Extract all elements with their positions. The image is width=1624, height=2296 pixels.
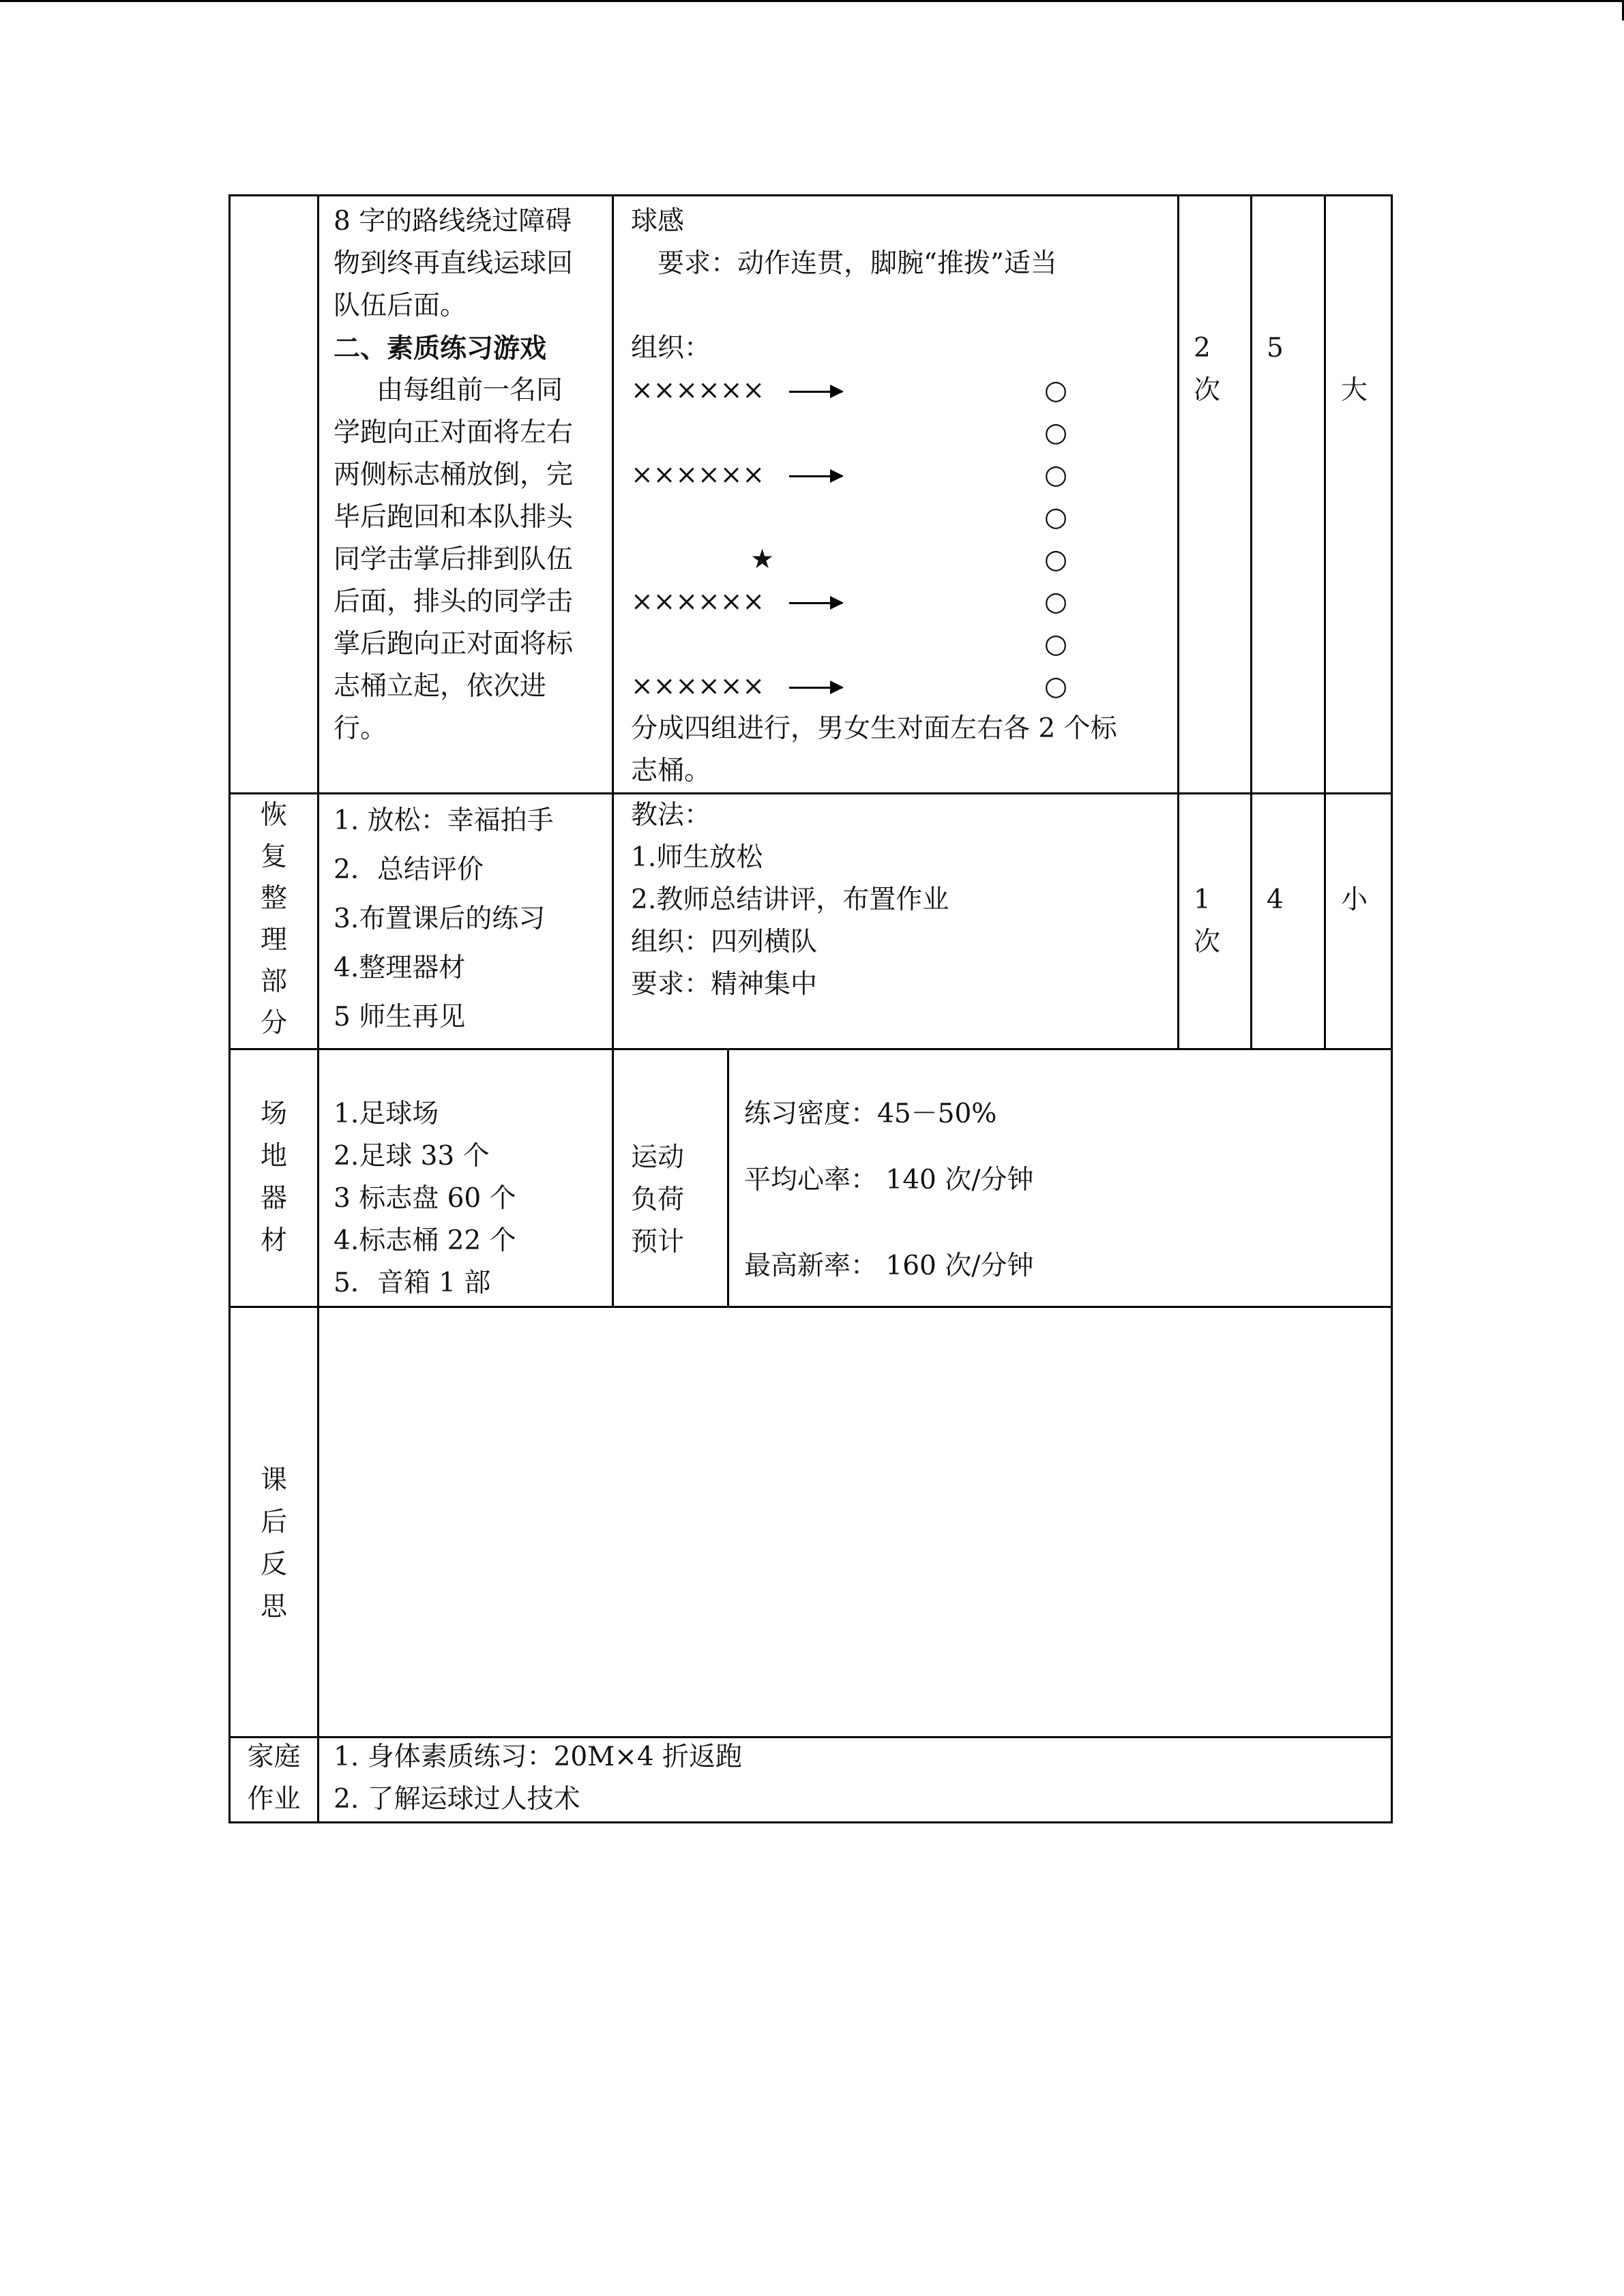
times-value: 1	[1194, 884, 1211, 915]
reflection-label-cell	[228, 1306, 319, 1738]
homework-content-cell	[317, 1736, 1393, 1823]
content-line: 8 字的路线绕过障碍	[334, 206, 572, 237]
average-heart-rate: 平均心率： 140 次/分钟	[744, 1165, 1034, 1195]
intensity-value: 大	[1341, 375, 1368, 406]
times-value: 2	[1194, 333, 1211, 363]
cross-row: ××××××	[631, 671, 765, 702]
arrow-icon	[789, 475, 842, 477]
cross-row: ××××××	[631, 460, 765, 490]
circle-mark: ○	[1044, 586, 1068, 617]
circle-mark: ○	[1044, 502, 1068, 533]
recovery-label-char: 分	[260, 1008, 287, 1039]
recovery-label-cell	[228, 792, 319, 1050]
recovery-method-line: 教法：	[631, 800, 711, 831]
game-text-line: 由每组前一名同	[377, 375, 563, 406]
row1-intensity-cell	[1324, 194, 1393, 794]
load-values-cell	[727, 1048, 1393, 1308]
org-note-line: 志桶。	[631, 756, 711, 786]
content-line: 队伍后面。	[334, 290, 467, 321]
recovery-item: 3.布置课后的练习	[334, 904, 546, 934]
row1-times-cell	[1177, 194, 1252, 794]
reflection-label-char: 思	[260, 1592, 287, 1622]
homework-label-cell	[228, 1736, 319, 1823]
method-line: 要求：动作连贯，脚腕“推拨”适当	[658, 248, 1057, 279]
homework-item: 1. 身体素质练习：20M×4 折返跑	[334, 1742, 743, 1772]
cross-row: ××××××	[631, 375, 765, 406]
row1-method-cell	[612, 194, 1179, 794]
recovery-item: 4.整理器材	[334, 953, 466, 983]
recovery-method-line: 要求：精神集中	[631, 969, 818, 1000]
recovery-times-cell	[1177, 792, 1252, 1050]
arrow-icon	[789, 687, 842, 689]
section-heading: 二、素质练习游戏	[334, 333, 547, 364]
cross-row: ××××××	[631, 586, 765, 617]
method-line: 球感	[631, 206, 685, 237]
game-text-line: 掌后跑向正对面将标	[334, 629, 574, 659]
reflection-label-char: 后	[260, 1507, 287, 1538]
recovery-method-line: 2.教师总结讲评，布置作业	[631, 884, 949, 915]
game-text-line: 两侧标志桶放倒，完	[334, 460, 574, 490]
game-text-line: 志桶立起，依次进	[334, 671, 547, 702]
org-note-line: 分成四组进行，男女生对面左右各 2 个标	[631, 713, 1117, 744]
equipment-item: 4.标志桶 22 个	[334, 1225, 516, 1256]
load-label-line: 负荷	[631, 1184, 685, 1215]
game-text-line: 毕后跑回和本队排头	[334, 502, 574, 533]
recovery-method-line: 1.师生放松	[631, 842, 763, 873]
row1-minutes-cell	[1250, 194, 1326, 794]
equipment-item: 1.足球场	[334, 1099, 439, 1129]
venue-label-char: 器	[260, 1183, 287, 1214]
content-line: 物到终再直线运球回	[334, 248, 574, 279]
recovery-label-char: 恢	[260, 800, 287, 831]
venue-items-cell	[317, 1048, 614, 1308]
minutes-value: 4	[1267, 884, 1284, 915]
row1-content-cell	[317, 194, 614, 794]
equipment-item: 5．音箱 1 部	[334, 1268, 491, 1298]
recovery-minutes-cell	[1250, 792, 1326, 1050]
times-unit: 次	[1194, 927, 1221, 957]
row1-label-cell	[228, 194, 319, 794]
recovery-content-cell	[317, 792, 614, 1050]
recovery-label-char: 部	[260, 966, 287, 997]
homework-item: 2. 了解运球过人技术	[334, 1784, 580, 1815]
recovery-method-line: 组织：四列横队	[631, 927, 818, 957]
load-label-cell	[612, 1048, 729, 1308]
circle-mark: ○	[1044, 544, 1068, 575]
recovery-label-char: 整	[260, 883, 287, 914]
circle-mark: ○	[1044, 460, 1068, 490]
load-label-line: 预计	[631, 1227, 685, 1257]
times-unit: 次	[1194, 375, 1221, 406]
arrow-icon	[789, 602, 842, 604]
reflection-label-char: 反	[260, 1549, 287, 1580]
circle-mark: ○	[1044, 671, 1068, 702]
reflection-content-cell	[317, 1306, 1393, 1738]
venue-label-cell	[228, 1048, 319, 1308]
venue-label-char: 材	[260, 1225, 287, 1256]
recovery-method-cell	[612, 792, 1179, 1050]
star-icon: ★	[750, 544, 774, 575]
homework-label-line: 家庭	[247, 1742, 301, 1772]
minutes-value: 5	[1267, 333, 1284, 363]
recovery-item: 2．总结评价	[334, 854, 484, 885]
recovery-item: 5 师生再见	[334, 1002, 466, 1032]
recovery-label-char: 复	[260, 841, 287, 872]
equipment-item: 3 标志盘 60 个	[334, 1183, 516, 1214]
org-label: 组织：	[631, 333, 711, 363]
load-label-line: 运动	[631, 1142, 685, 1173]
recovery-item: 1. 放松：幸福拍手	[334, 805, 554, 836]
game-text-line: 学跑向正对面将左右	[334, 417, 574, 448]
arrow-icon	[789, 391, 842, 393]
page-top-border	[0, 0, 1624, 2]
game-text-line: 同学击掌后排到队伍	[334, 544, 574, 575]
game-text-line: 后面，排头的同学击	[334, 586, 574, 617]
venue-label-char: 场	[260, 1099, 287, 1129]
venue-label-char: 地	[260, 1141, 287, 1172]
recovery-intensity-cell	[1324, 792, 1393, 1050]
circle-mark: ○	[1044, 375, 1068, 406]
equipment-item: 2.足球 33 个	[334, 1141, 490, 1172]
recovery-label-char: 理	[260, 925, 287, 955]
reflection-label-char: 课	[260, 1465, 287, 1495]
max-heart-rate: 最高新率： 160 次/分钟	[744, 1251, 1034, 1281]
circle-mark: ○	[1044, 629, 1068, 659]
intensity-value: 小	[1341, 884, 1368, 915]
practice-density: 练习密度：45－50%	[744, 1099, 997, 1129]
homework-label-line: 作业	[247, 1784, 301, 1815]
circle-mark: ○	[1044, 417, 1068, 448]
game-text-line: 行。	[334, 713, 387, 744]
